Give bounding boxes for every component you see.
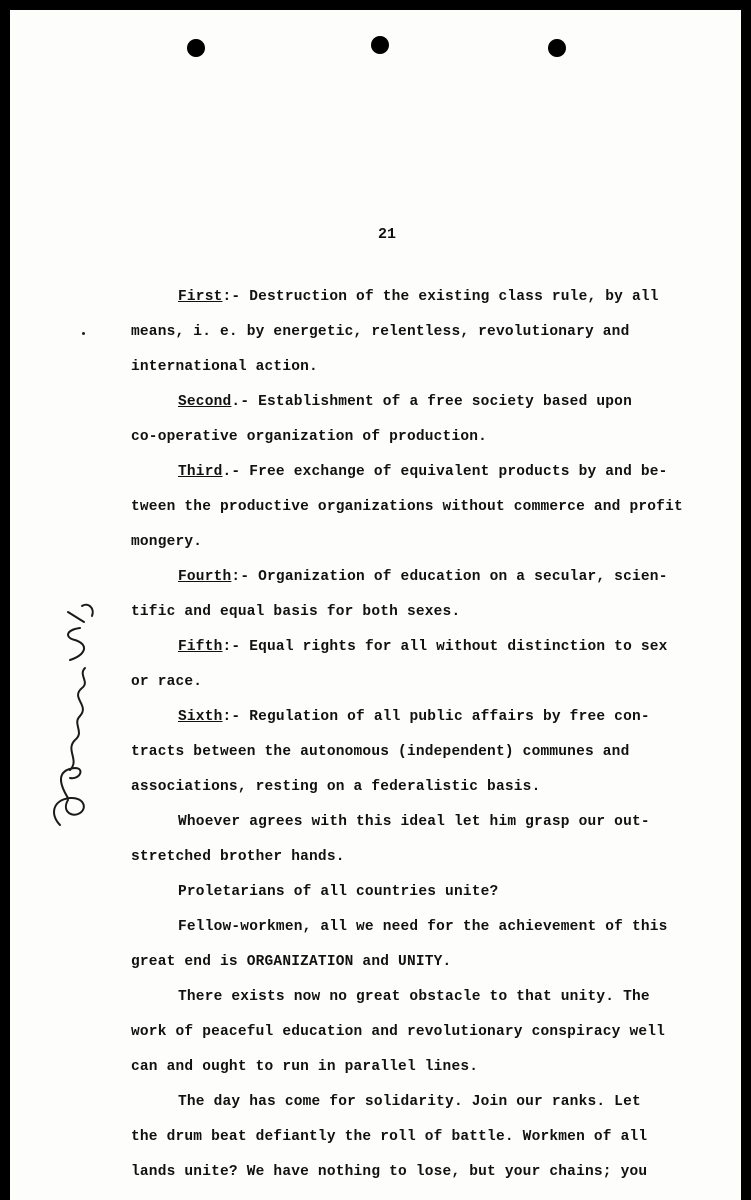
line-text: There exists now no great obstacle to that unity. The <box>178 989 650 1005</box>
line-text: .- Free exchange of equivalent products by and be- <box>222 464 668 480</box>
line-text: means, i. e. by energetic, relentless, revolutionary and <box>131 324 630 340</box>
text-line <box>131 426 721 461</box>
text-line <box>131 706 721 741</box>
text-line <box>131 881 721 916</box>
text-line <box>131 356 721 391</box>
text-line <box>131 531 721 566</box>
text-line <box>131 741 721 776</box>
section-heading: First <box>178 289 223 305</box>
line-text: international action. <box>131 359 318 375</box>
text-line <box>131 986 721 1021</box>
line-text: tween the productive organizations without commerce and profit <box>131 499 683 515</box>
text-line <box>131 566 721 601</box>
text-line <box>131 1021 721 1056</box>
line-text: work of peaceful education and revolutionary conspiracy well <box>131 1024 666 1040</box>
text-line <box>131 636 721 671</box>
punch-hole-right <box>548 39 566 57</box>
text-line <box>131 1126 721 1161</box>
text-line <box>131 671 721 706</box>
text-line <box>131 1161 721 1196</box>
page-number: 21 <box>378 226 397 243</box>
text-line <box>131 461 721 496</box>
punch-hole-left <box>187 39 205 57</box>
section-heading: Fourth <box>178 569 232 585</box>
line-text: Fellow-workmen, all we need for the achievement of this <box>178 919 668 935</box>
line-text: stretched brother hands. <box>131 849 345 865</box>
line-text: Whoever agrees with this ideal let him grasp our out- <box>178 814 650 830</box>
line-text: associations, resting on a federalistic basis. <box>131 779 541 795</box>
line-text: tific and equal basis for both sexes. <box>131 604 461 620</box>
line-text: :- Organization of education on a secular, scien- <box>231 569 668 585</box>
text-line <box>131 286 721 321</box>
text-line <box>131 1056 721 1091</box>
document-page <box>10 10 741 1200</box>
line-text: The day has come for solidarity. Join our ranks. Let <box>178 1094 641 1110</box>
line-text: lands unite? We have nothing to lose, but your chains; you <box>131 1164 648 1180</box>
line-text: mongery. <box>131 534 203 550</box>
section-heading: Fifth <box>178 639 223 655</box>
text-line <box>131 916 721 951</box>
line-text: can and ought to run in parallel lines. <box>131 1059 479 1075</box>
text-line <box>131 776 721 811</box>
punch-hole-center <box>371 36 389 54</box>
line-text: :- Regulation of all public affairs by free con- <box>222 709 650 725</box>
text-line <box>131 601 721 636</box>
text-line <box>131 1091 721 1126</box>
line-text: the drum beat defiantly the roll of battle. Workmen of all <box>131 1129 648 1145</box>
line-text: :- Destruction of the existing class rule, by all <box>222 289 659 305</box>
line-text: Proletarians of all countries unite? <box>178 884 499 900</box>
line-text: :- Equal rights for all without distinction to sex <box>222 639 668 655</box>
handwritten-annotation <box>40 600 110 830</box>
line-text: or race. <box>131 674 203 690</box>
text-line <box>131 321 721 356</box>
text-line <box>131 811 721 846</box>
line-text: tracts between the autonomous (independent) communes and <box>131 744 630 760</box>
text-line <box>131 846 721 881</box>
text-line <box>131 496 721 531</box>
document-body <box>131 286 721 1196</box>
text-line <box>131 951 721 986</box>
line-text: great end is ORGANIZATION and UNITY. <box>131 954 452 970</box>
margin-mark <box>82 332 85 335</box>
section-heading: Sixth <box>178 709 223 725</box>
line-text: .- Establishment of a free society based upon <box>231 394 632 410</box>
text-line <box>131 391 721 426</box>
line-text: co-operative organization of production. <box>131 429 488 445</box>
section-heading: Third <box>178 464 223 480</box>
section-heading: Second <box>178 394 232 410</box>
